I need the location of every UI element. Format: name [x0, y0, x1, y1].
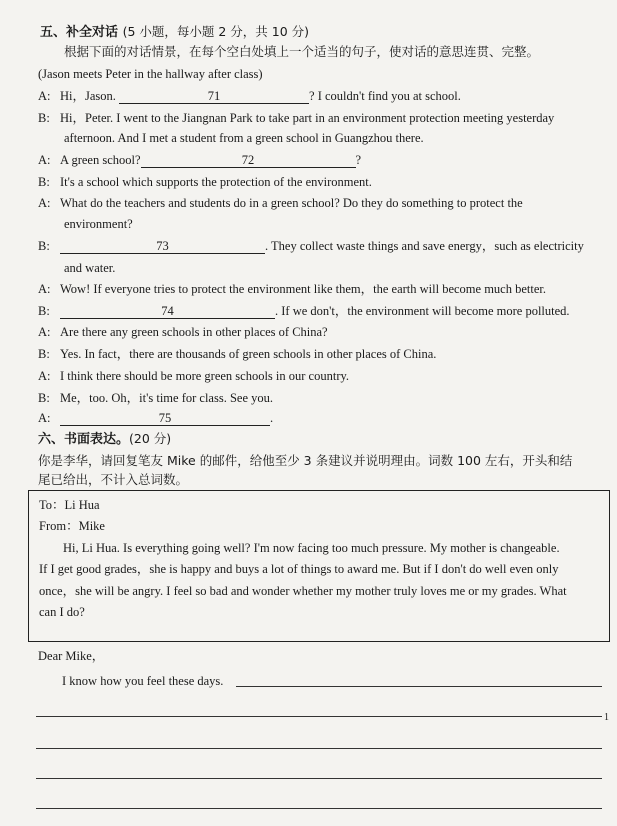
answer-blank-73[interactable]: 73	[60, 240, 265, 254]
speaker-label: A:	[38, 282, 51, 296]
section5-points: (5 小题，每小题 2 分，共 10 分)	[122, 24, 309, 39]
email-body-line: once，she will be angry. I feel so bad and wonder whether my mother truly loves me or my grades. What	[39, 584, 567, 598]
dialogue-text: ?	[355, 153, 362, 167]
dialogue-line	[38, 303, 570, 319]
dialogue-situation: (Jason meets Peter in the hallway after class)	[38, 67, 263, 81]
speaker-label: A:	[38, 411, 51, 425]
dialogue-line	[38, 152, 361, 168]
speaker-label: B:	[38, 347, 50, 361]
dialogue-text: Wow! If everyone tries to protect the environment like them，the earth will become much better.	[60, 282, 546, 296]
speaker-label: A:	[38, 153, 51, 167]
dialogue-text: .	[270, 411, 274, 425]
page-number: 1	[604, 712, 609, 723]
writing-line[interactable]	[236, 686, 602, 687]
email-to: To：Li Hua	[39, 498, 100, 512]
speaker-label: B:	[38, 111, 50, 125]
dialogue-line	[38, 238, 584, 254]
section5-instruction: 根据下面的对话情景，在每个空白处填上一个适当的句子，使对话的意思连贯、完整。	[64, 44, 540, 59]
section6-title: 书面表达。	[64, 432, 130, 447]
reply-opening: I know how you feel these days.	[62, 674, 224, 688]
dialogue-text: Yes. In fact，there are thousands of green schools in other places of China.	[60, 347, 437, 361]
writing-line[interactable]	[36, 748, 602, 749]
speaker-label: B:	[38, 239, 50, 253]
dialogue-line: afternoon. And I met a student from a green school in Guangzhou there.	[64, 131, 424, 145]
speaker-label: A:	[38, 325, 51, 339]
dialogue-text: A green school?	[60, 153, 141, 167]
speaker-label: B:	[38, 391, 50, 405]
dialogue-text: Hi，Jason.	[60, 89, 120, 103]
writing-line[interactable]	[36, 778, 602, 779]
dialogue-line	[38, 195, 523, 211]
section6-number: 六、	[38, 432, 65, 447]
writing-line[interactable]	[36, 716, 602, 717]
dialogue-line: and water.	[64, 261, 116, 275]
dialogue-text: Hi，Peter. I went to the Jiangnan Park to take part in an environment protection meeting yesterday	[60, 111, 555, 125]
dialogue-text: What do the teachers and students do in a green school? Do they do something to protect the	[60, 196, 523, 210]
email-box	[28, 490, 610, 642]
dialogue-line	[38, 281, 546, 297]
writing-line[interactable]	[36, 808, 602, 809]
dialogue-text: Are there any green schools in other places of China?	[60, 325, 328, 339]
email-from: From：Mike	[39, 519, 105, 533]
answer-blank-71[interactable]: 71	[119, 90, 309, 104]
dialogue-line: environment?	[64, 217, 133, 231]
reply-greeting: Dear Mike，	[38, 649, 105, 663]
dialogue-text: It's a school which supports the protection of the environment.	[60, 175, 372, 189]
dialogue-text: I think there should be more green schools in our country.	[60, 369, 350, 383]
dialogue-line	[38, 174, 372, 190]
section6-instruction-line1: 你是李华，请回复笔友 Mike 的邮件，给他至少 3 条建议并说明理由。词数 100 左右，开头和结	[38, 453, 573, 468]
answer-blank-75[interactable]: 75	[60, 412, 270, 426]
section6-instruction-line2: 尾已给出，不计入总词数。	[38, 472, 189, 487]
email-body-line: can I do?	[39, 605, 85, 619]
email-body-line: If I get good grades，she is happy and buys a lot of things to award me. But if I don't do well even only	[39, 562, 559, 576]
section5-heading	[40, 24, 309, 41]
email-body-line: Hi, Li Hua. Is everything going well? I'm now facing too much pressure. My mother is changeable.	[63, 541, 560, 555]
dialogue-line	[38, 324, 328, 340]
speaker-label: A:	[38, 369, 51, 383]
dialogue-text: . They collect waste things and save energy，such as electricity	[265, 239, 584, 253]
dialogue-line	[38, 88, 461, 104]
section6-heading	[38, 431, 171, 448]
speaker-label: B:	[38, 175, 50, 189]
section5-number: 五、	[40, 25, 67, 40]
dialogue-line	[38, 410, 273, 426]
section6-points: (20 分)	[129, 431, 172, 446]
dialogue-text: Me，too. Oh，it's time for class. See you.	[60, 391, 273, 405]
dialogue-text: ? I couldn't find you at school.	[309, 89, 461, 103]
answer-blank-72[interactable]: 72	[141, 154, 356, 168]
dialogue-line	[38, 390, 273, 406]
dialogue-line	[38, 346, 436, 362]
speaker-label: B:	[38, 304, 50, 318]
section5-title: 补全对话	[66, 25, 119, 40]
speaker-label: A:	[38, 196, 51, 210]
dialogue-text: . If we don't，the environment will become more polluted.	[275, 304, 570, 318]
dialogue-line	[38, 110, 554, 126]
answer-blank-74[interactable]: 74	[60, 305, 275, 319]
dialogue-line	[38, 368, 349, 384]
speaker-label: A:	[38, 89, 51, 103]
